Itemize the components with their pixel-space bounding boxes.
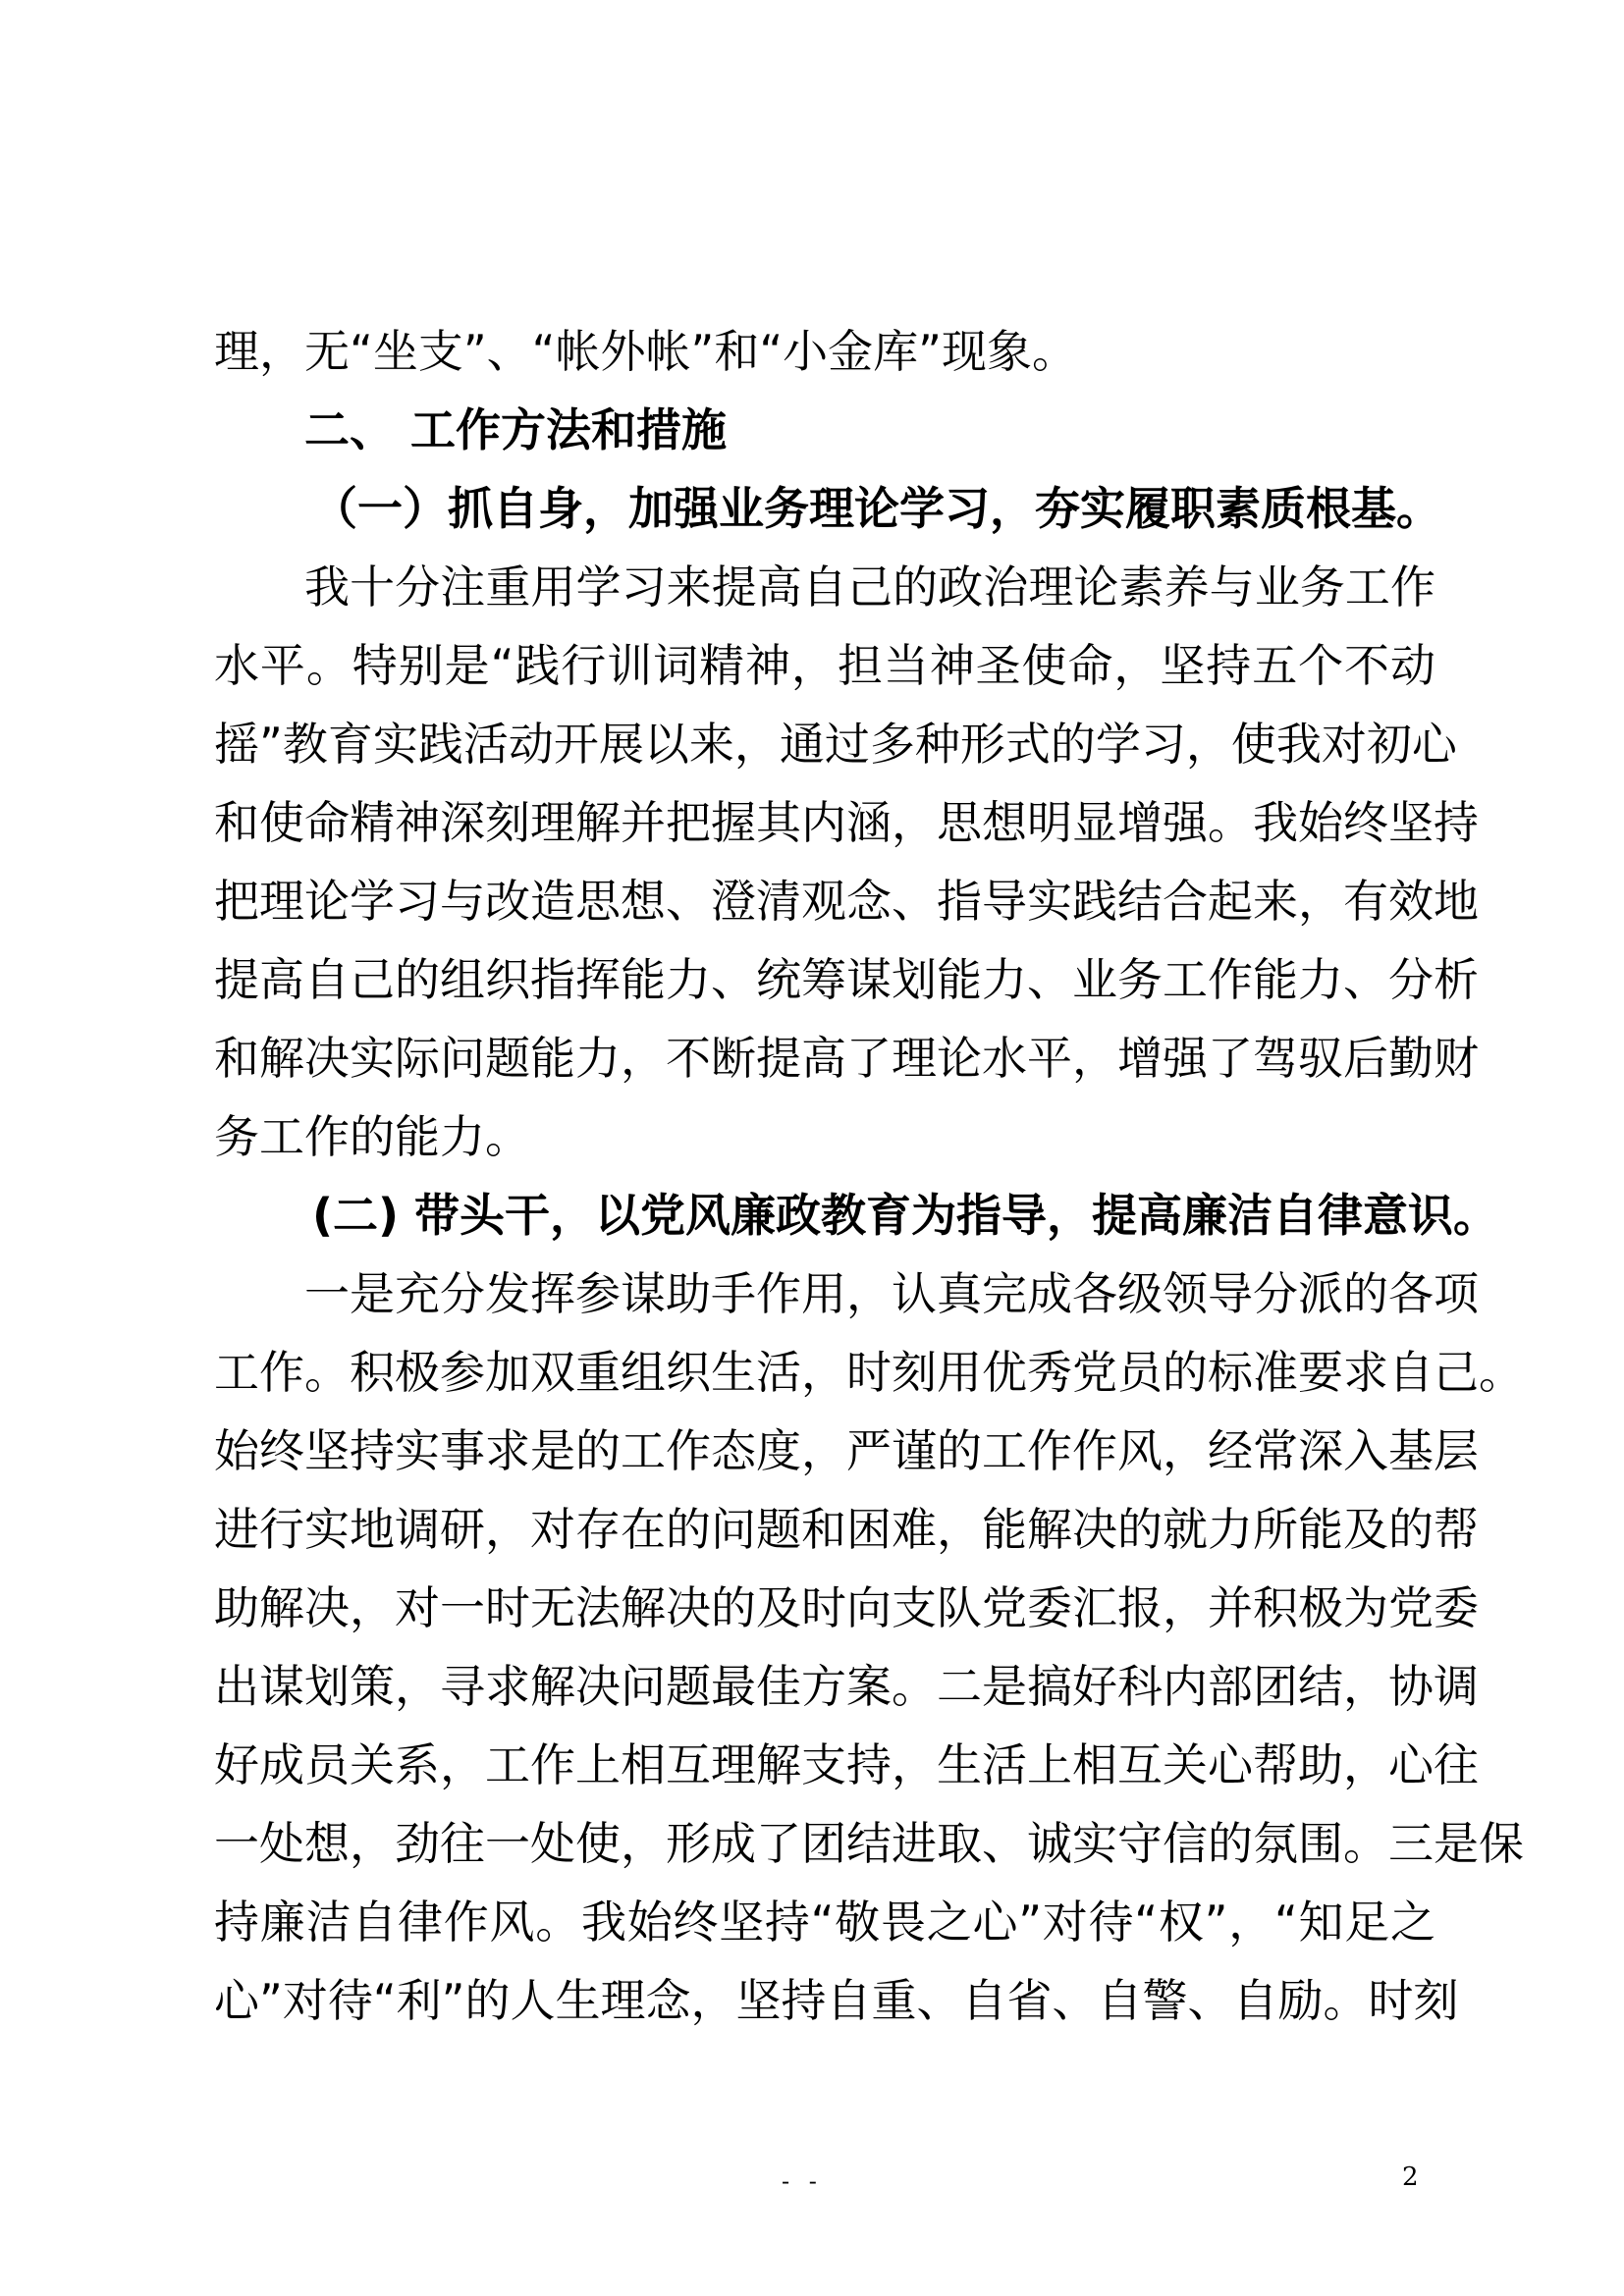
paragraph-line: 一处想，劲往一处使，形成了团结进取、诚实守信的氛围。三是保 [214, 1817, 1524, 1870]
paragraph-line: 务工作的能力。 [214, 1110, 530, 1163]
section-heading: 二、 工作方法和措施 [304, 403, 728, 456]
paragraph-line: 和解决实际问题能力，不断提高了理论水平，增强了驾驭后勤财 [214, 1032, 1479, 1085]
document-body [214, 312, 1524, 2040]
footer-dash: - - [782, 2167, 823, 2195]
subsection-heading: （一）抓自身，加强业务理论学习，夯实履职素质根基。 [312, 482, 1441, 535]
paragraph-line: 我十分注重用学习来提高自己的政治理论素养与业务工作 [304, 561, 1435, 614]
paragraph-line: 和使命精神深刻理解并把握其内涵，思想明显增强。我始终坚持 [214, 796, 1479, 849]
paragraph-line: 水平。特别是“践行训词精神，担当神圣使命，坚持五个不动 [214, 639, 1435, 692]
paragraph-line: 进行实地调研，对存在的问题和困难，能解决的就力所能及的帮 [214, 1503, 1479, 1556]
page-number: 2 [1402, 2163, 1419, 2192]
paragraph-line: 持廉洁自律作风。我始终坚持“敬畏之心”对待“权”，“知足之 [214, 1896, 1435, 1949]
paragraph-line: 助解决，对一时无法解决的及时向支队党委汇报，并积极为党委 [214, 1581, 1479, 1634]
paragraph-line: 提高自己的组织指挥能力、统筹谋划能力、业务工作能力、分析 [214, 953, 1479, 1006]
paragraph-line: 工作。积极参加双重组织生活，时刻用优秀党员的标准要求自己。 [214, 1346, 1524, 1399]
paragraph-line: 好成员关系，工作上相互理解支持，生活上相互关心帮助，心往 [214, 1738, 1479, 1791]
paragraph-line: 把理论学习与改造思想、澄清观念、指导实践结合起来，有效地 [214, 875, 1479, 928]
paragraph-line: 出谋划策，寻求解决问题最佳方案。二是搞好科内部团结，协调 [214, 1660, 1479, 1713]
subsection-heading: (二) 带头干，以党风廉政教育为指导，提高廉洁自律意识。 [312, 1189, 1499, 1242]
paragraph-line: 摇”教育实践活动开展以来，通过多种形式的学习，使我对初心 [214, 718, 1457, 771]
paragraph-line: 心”对待“利”的人生理念，坚持自重、自省、自警、自励。时刻 [214, 1974, 1459, 2027]
paragraph-line: 理，无“坐支”、“帐外帐”和“小金库”现象。 [214, 325, 1077, 378]
paragraph-line: 始终坚持实事求是的工作态度，严谨的工作作风，经常深入基层 [214, 1424, 1479, 1477]
paragraph-line: 一是充分发挥参谋助手作用，认真完成各级领导分派的各项 [304, 1267, 1479, 1320]
